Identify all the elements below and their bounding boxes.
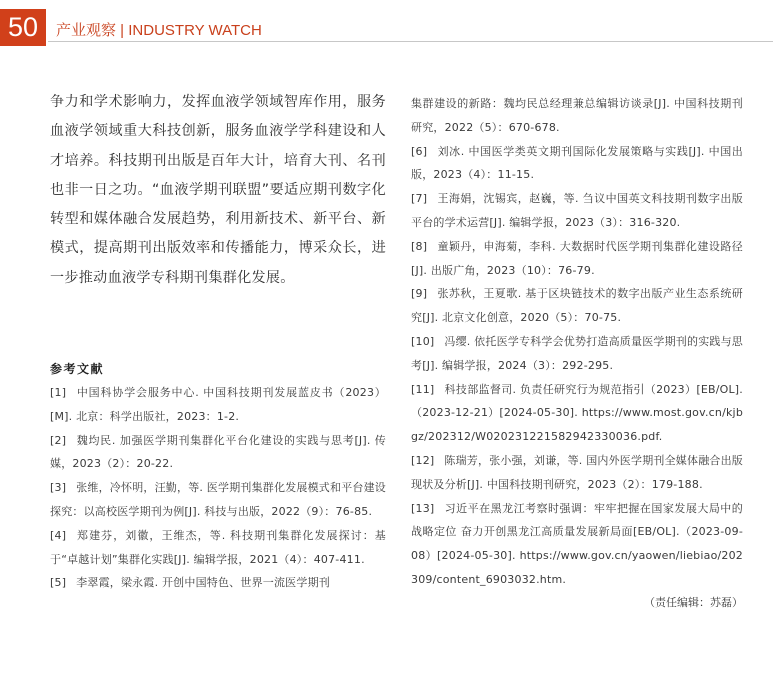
reference-item-continued — [411, 92, 743, 140]
reference-item — [411, 187, 743, 235]
reference-item — [50, 476, 386, 524]
reference-number: [2] — [50, 433, 67, 447]
reference-item — [411, 235, 743, 283]
reference-text: 中国科协学会服务中心. 中国科技期刊发展蓝皮书（2023）[M]. 北京：科学出版社，2023：1-2. — [50, 386, 386, 423]
reference-number: [13] — [411, 501, 435, 515]
reference-item — [411, 497, 743, 592]
reference-number: [7] — [411, 192, 428, 206]
reference-text: 张苏秋，王夏歌. 基于区块链技术的数字出版产业生态系统研究[J]. 北京文化创意，2020（5）：70-75. — [411, 287, 743, 325]
editor-note: （责任编辑：苏磊） — [644, 595, 743, 609]
reference-text: 魏均民. 加强医学期刊集群化平台化建设的实践与思考[J]. 传媒，2023（2）：20-22. — [50, 433, 386, 471]
reference-item — [411, 282, 743, 330]
right-column — [411, 92, 743, 614]
reference-number: [6] — [411, 144, 428, 158]
reference-number: [11] — [411, 382, 435, 396]
reference-item — [50, 571, 386, 595]
reference-item — [411, 330, 743, 378]
header-rule — [48, 41, 773, 42]
left-column — [50, 88, 386, 595]
reference-number: [5] — [50, 576, 67, 590]
body-paragraph: 争力和学术影响力，发挥血液学领域智库作用，服务血液学领域重大科技创新，服务血液学学科建设和人才培养。科技期刊出版是百年大计，培育大刊、名刊也非一日之功。“血液学期刊联盟”要适应期刊数字化转型和媒体融合发展趋势，利用新技术、新平台、新模式，提高期刊出版效率和传播能力，博采众长，进一步推动血液学专科期刊集群化发展。 — [50, 94, 386, 286]
page-header — [0, 0, 773, 46]
reference-item — [50, 429, 386, 477]
reference-text: 童颖丹，申海菊，李科. 大数据时代医学期刊集群化建设路径[J]. 出版广角，2023（10）：76-79. — [411, 239, 743, 277]
section-title: 产业观察 | INDUSTRY WATCH — [56, 22, 262, 39]
reference-item — [411, 378, 743, 449]
reference-number: [4] — [50, 528, 67, 542]
reference-text: 陈瑞芳，张小强，刘谦，等. 国内外医学期刊全媒体融合出版现状及分析[J]. 中国科技期刊研究，2023（2）：179-188. — [411, 453, 743, 491]
reference-item — [50, 381, 386, 429]
reference-text: 李翠霞，梁永霞. 开创中国特色、世界一流医学期刊 — [76, 576, 330, 590]
reference-list-right — [411, 92, 743, 592]
page-number: 50 — [0, 9, 46, 46]
reference-number: [9] — [411, 287, 428, 301]
reference-number: [1] — [50, 386, 67, 400]
reference-text: 郑建芬，刘徽，王维杰，等. 科技期刊集群化发展探讨：基于“卓越计划”集群化实践[J]. 编辑学报，2021（4）：407-411. — [50, 528, 386, 566]
reference-number: [3] — [50, 481, 67, 495]
reference-text: 刘冰. 中国医学类英文期刊国际化发展策略与实践[J]. 中国出版，2023（4）：11-15. — [411, 144, 743, 182]
reference-text: 集群建设的新路：魏均民总经理兼总编辑访谈录[J]. 中国科技期刊研究，2022（5）：670-678. — [411, 97, 743, 134]
reference-text: 张维，冷怀明，汪勤，等. 医学期刊集群化发展模式和平台建设探究：以高校医学期刊为例[J]. 科技与出版，2022（9）：76-85. — [50, 481, 386, 519]
reference-item — [411, 449, 743, 497]
references-heading: 参考文献 — [50, 362, 105, 377]
reference-item — [50, 524, 386, 572]
reference-text: 王海娟，沈锡宾，赵巍，等. 刍议中国英文科技期刊数字出版平台的学术运营[J]. 编辑学报，2023（3）：316-320. — [411, 192, 743, 229]
reference-text: 习近平在黑龙江考察时强调：牢牢把握在国家发展大局中的战略定位 奋力开创黑龙江高质量发展新局面[EB/OL].（2023-09-08）[2024-05-30]. https://www.gov.cn/yaowen/liebiao/202309/content_6903032.htm. — [411, 501, 743, 586]
reference-text: 冯缨. 依托医学专科学会优势打造高质量医学期刊的实践与思考[J]. 编辑学报，2024（3）：292-295. — [411, 334, 743, 372]
reference-number: [10] — [411, 334, 435, 348]
reference-number: [12] — [411, 453, 435, 467]
reference-list-left — [50, 381, 386, 595]
reference-number: [8] — [411, 239, 428, 253]
reference-item — [411, 140, 743, 188]
reference-text: 科技部监督司. 负责任研究行为规范指引（2023）[EB/OL].（2023-12-21）[2024-05-30]. https://www.most.gov.cn/kjbgz/202312/W020231221582942330036.pdf. — [411, 382, 743, 444]
